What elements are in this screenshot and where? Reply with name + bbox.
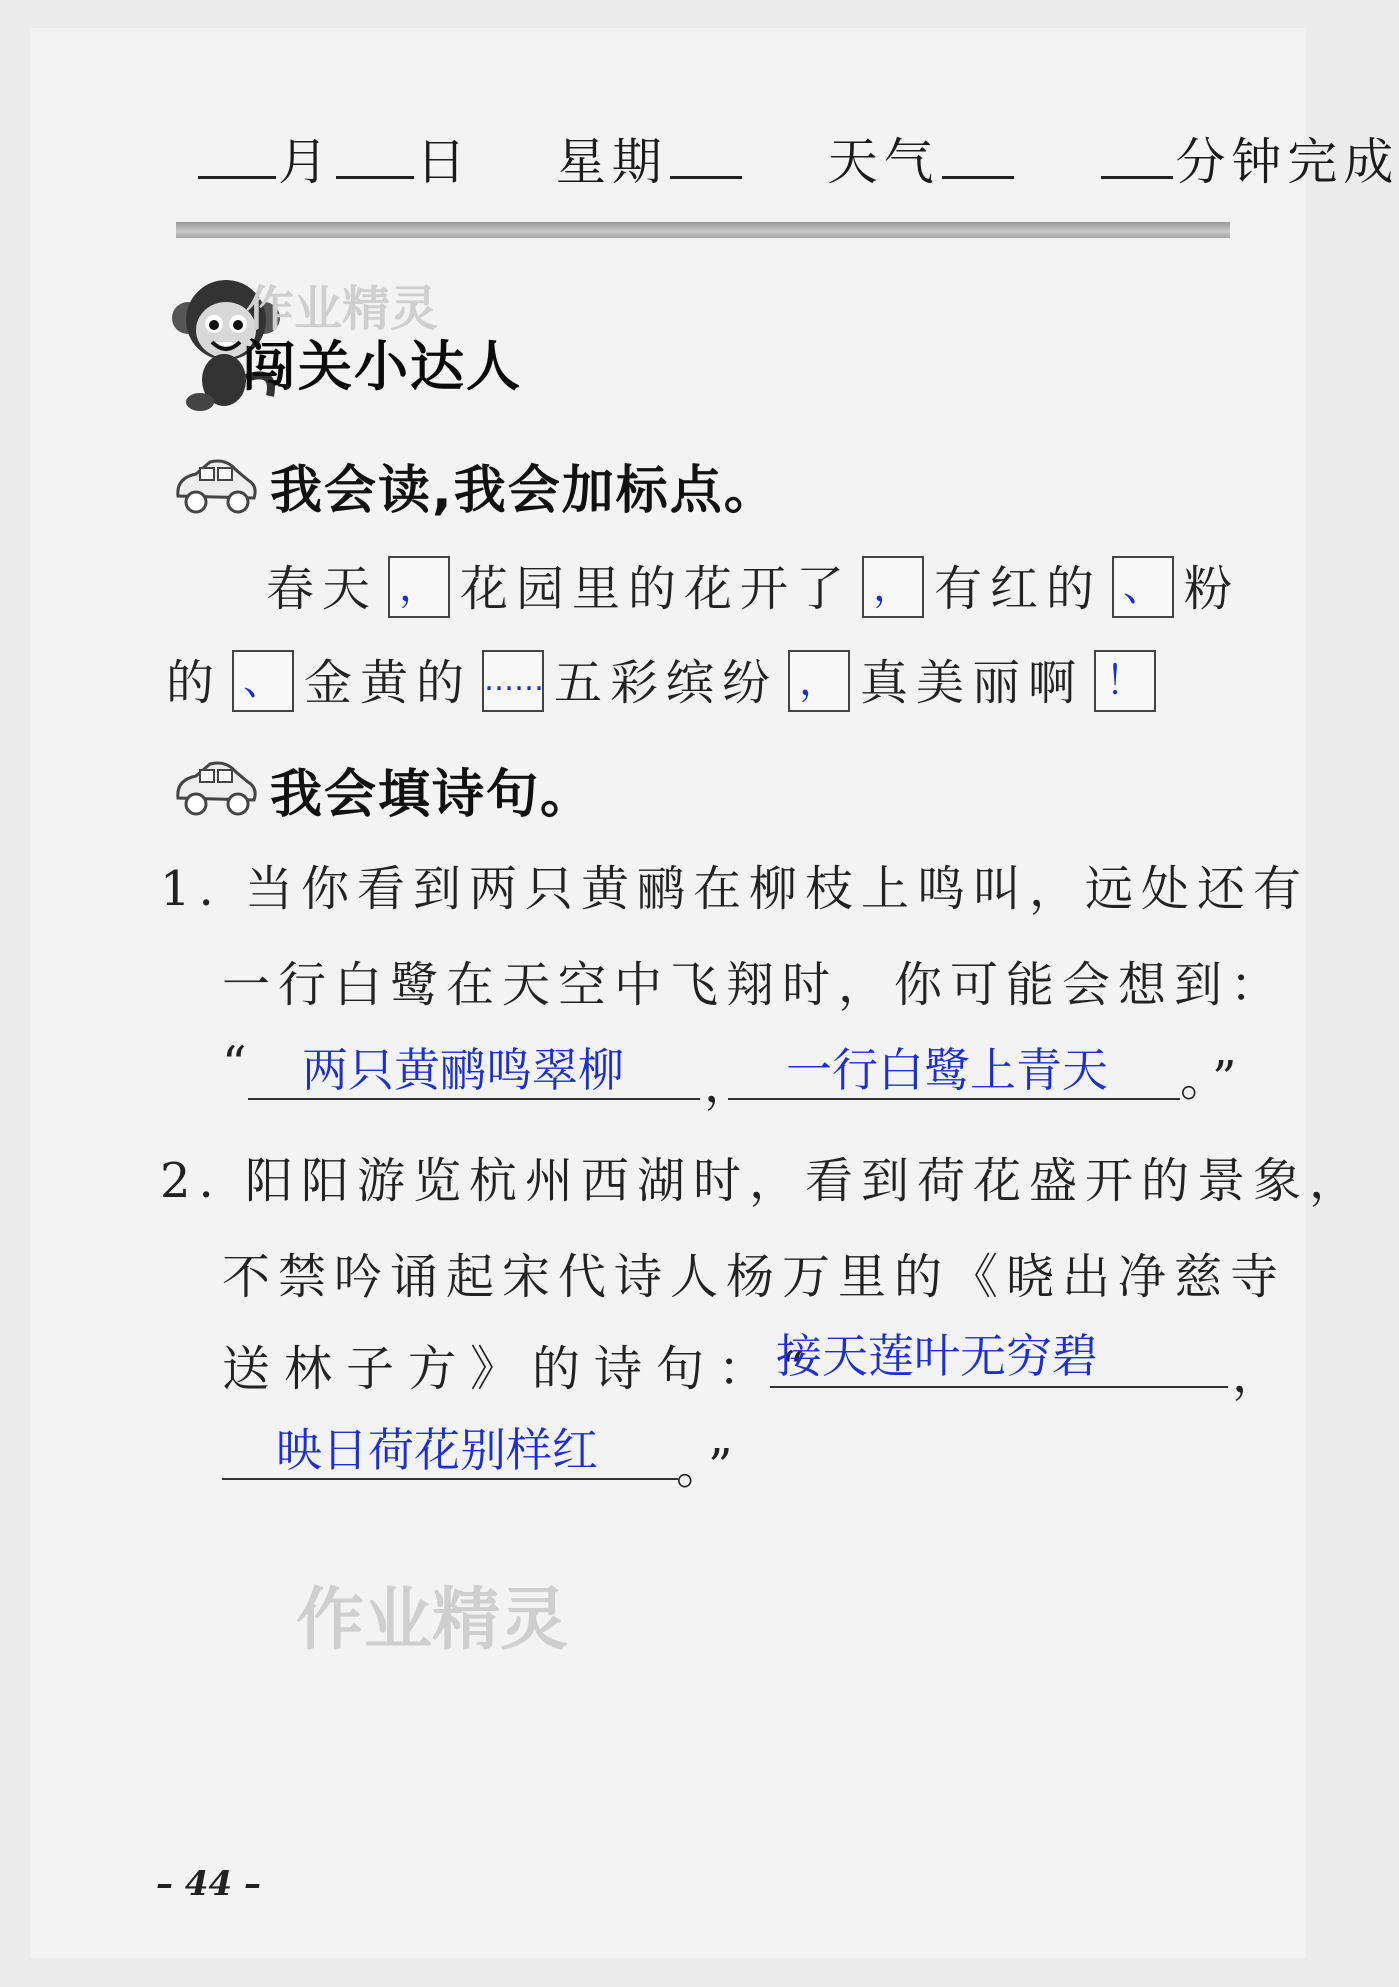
q1-answer-2[interactable]: 一行白鹭上青天 — [786, 1043, 1108, 1097]
answer-box[interactable]: ！ — [1094, 650, 1156, 712]
text-segment: 花园里的花开了 — [460, 561, 853, 617]
label-minutes: 分钟完成 — [1175, 133, 1399, 191]
car-icon — [170, 758, 260, 820]
q2-comma: ， — [1232, 1347, 1289, 1403]
date-header — [196, 122, 1399, 194]
q1-answer-1[interactable]: 两只黄鹂鸣翠柳 — [302, 1043, 624, 1097]
answer-box[interactable]: …… — [482, 650, 544, 712]
answer-box[interactable]: ， — [862, 556, 924, 618]
blank-minutes — [1101, 176, 1173, 179]
question2-line1: 2. 阳阳游览杭州西湖时，看到荷花盛开的景象， — [160, 1153, 1366, 1209]
section1-title: 我会读,我会加标点。 — [270, 461, 778, 521]
text-segment: 有红的 — [934, 561, 1103, 617]
label-month: 月 — [278, 133, 334, 191]
punctuation-line-1 — [266, 550, 1240, 624]
punctuation-line-2 — [166, 644, 1166, 718]
q2-answer-1-line — [770, 1386, 1228, 1388]
label-weekday: 星期 — [555, 133, 668, 191]
question2-line2: 不禁吟诵起宋代诗人杨万里的《晓出净慈寺 — [222, 1249, 1287, 1305]
text-segment: 五彩缤纷 — [554, 655, 779, 711]
text-segment: 粉 — [1184, 561, 1241, 617]
label-day: 日 — [416, 133, 472, 191]
header-divider — [176, 222, 1230, 238]
q1-open-quote: “ — [222, 1036, 255, 1092]
question2-line3: 送林子方》的诗句：“ — [222, 1341, 819, 1397]
answer-box[interactable]: 、 — [232, 650, 294, 712]
blank-day — [336, 176, 414, 179]
q1-answer-1-line — [248, 1098, 700, 1100]
section2-title: 我会填诗句。 — [270, 765, 595, 825]
watermark-bottom: 作业精灵 — [296, 1581, 569, 1660]
q2-answer-1[interactable]: 接天莲叶无穷碧 — [776, 1329, 1098, 1383]
text-segment: 春天 — [266, 561, 379, 617]
text-segment: 的 — [166, 655, 223, 711]
q1-answer-2-line — [728, 1098, 1180, 1100]
q2-answer-2[interactable]: 映日荷花别样红 — [276, 1423, 598, 1477]
q1-comma: ， — [704, 1057, 761, 1113]
label-weather: 天气 — [827, 133, 940, 191]
text-segment: 金黄的 — [304, 655, 473, 711]
answer-box[interactable]: ， — [788, 650, 850, 712]
answer-box[interactable]: 、 — [1112, 556, 1174, 618]
question1-line2: 一行白鹭在天空中飞翔时，你可能会想到： — [222, 957, 1287, 1013]
blank-month — [198, 176, 276, 179]
q2-close-quote: 。” — [676, 1439, 741, 1495]
blank-weekday — [670, 176, 742, 179]
watermark-top: 作业精灵 — [246, 281, 439, 337]
q2-answer-2-line — [222, 1478, 678, 1480]
q1-close-quote: 。” — [1180, 1051, 1245, 1107]
answer-box[interactable]: ， — [388, 556, 450, 618]
page-number: – 44 – — [156, 1864, 261, 1904]
banner-title: 闯关小达人 — [242, 335, 522, 398]
question1-line1: 1. 当你看到两只黄鹂在柳枝上鸣叫，远处还有 — [160, 861, 1310, 917]
car-icon — [170, 456, 260, 518]
text-segment: 真美丽啊 — [860, 655, 1085, 711]
blank-weather — [942, 176, 1014, 179]
